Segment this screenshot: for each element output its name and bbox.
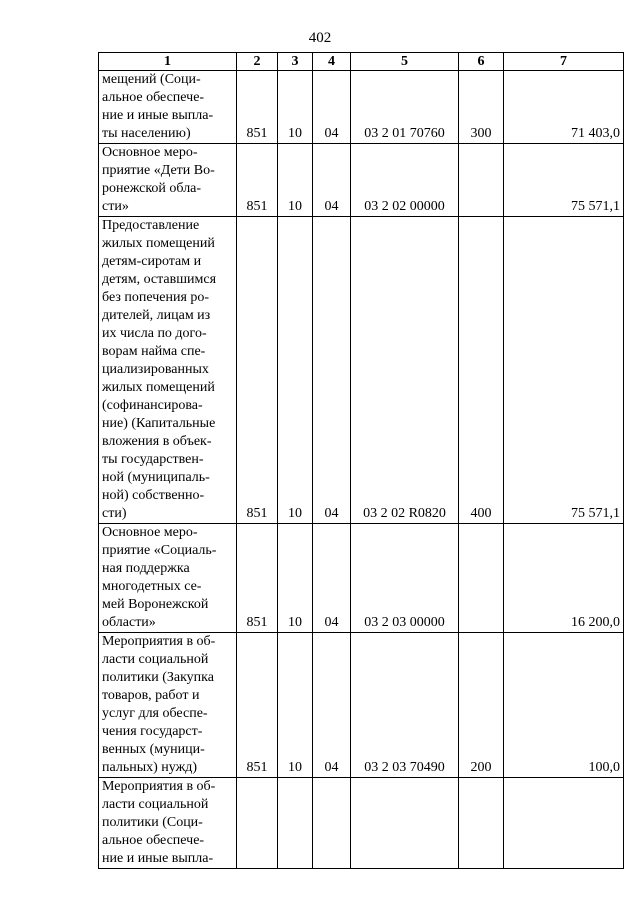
- subsection-code: 04: [313, 633, 351, 778]
- amount: 75 571,1: [504, 217, 624, 524]
- expense-type-code: [459, 144, 504, 217]
- ministry-code: 851: [237, 144, 278, 217]
- column-header: 7: [504, 53, 624, 71]
- table-row: [99, 524, 624, 633]
- subsection-code: 04: [313, 71, 351, 144]
- column-header: 3: [278, 53, 313, 71]
- expense-type-code: 200: [459, 633, 504, 778]
- page-number: 402: [308, 30, 332, 46]
- subsection-code: [313, 778, 351, 869]
- ministry-code: [237, 778, 278, 869]
- amount: [504, 778, 624, 869]
- target-article-code: 03 2 03 00000: [351, 524, 459, 633]
- amount: 16 200,0: [504, 524, 624, 633]
- target-article-code: 03 2 02 00000: [351, 144, 459, 217]
- row-description: Основное меро- приятие «Социаль- ная поддержка многодетных се- мей Воронежской области»: [99, 524, 237, 633]
- section-code: 10: [278, 71, 313, 144]
- subsection-code: 04: [313, 144, 351, 217]
- target-article-code: [351, 778, 459, 869]
- row-description: мещений (Соци- альное обеспече- ние и иные выпла- ты населению): [99, 71, 237, 144]
- column-header: 1: [99, 53, 237, 71]
- amount: 71 403,0: [504, 71, 624, 144]
- subsection-code: 04: [313, 524, 351, 633]
- column-header: 5: [351, 53, 459, 71]
- table-row: [99, 217, 624, 524]
- header-row: [99, 53, 624, 71]
- expense-type-code: 400: [459, 217, 504, 524]
- table-row: [99, 633, 624, 778]
- row-description: Мероприятия в об- ласти социальной политики (Закупка товаров, работ и услуг для обеспе- чения государст- венных (муници- пальных) нужд): [99, 633, 237, 778]
- target-article-code: 03 2 01 70760: [351, 71, 459, 144]
- table-row: [99, 71, 624, 144]
- ministry-code: 851: [237, 217, 278, 524]
- target-article-code: 03 2 02 R0820: [351, 217, 459, 524]
- subsection-code: 04: [313, 217, 351, 524]
- ministry-code: 851: [237, 71, 278, 144]
- amount: 100,0: [504, 633, 624, 778]
- column-header: 6: [459, 53, 504, 71]
- expense-type-code: 300: [459, 71, 504, 144]
- ministry-code: 851: [237, 524, 278, 633]
- expense-type-code: [459, 524, 504, 633]
- section-code: 10: [278, 524, 313, 633]
- target-article-code: 03 2 03 70490: [351, 633, 459, 778]
- section-code: 10: [278, 144, 313, 217]
- row-description: Мероприятия в об- ласти социальной политики (Соци- альное обеспече- ние и иные выпла-: [99, 778, 237, 869]
- expense-type-code: [459, 778, 504, 869]
- row-description: Основное меро- приятие «Дети Во- ронежской обла- сти»: [99, 144, 237, 217]
- column-header: 4: [313, 53, 351, 71]
- section-code: [278, 778, 313, 869]
- column-header: 2: [237, 53, 278, 71]
- section-code: 10: [278, 217, 313, 524]
- ministry-code: 851: [237, 633, 278, 778]
- budget-table: [98, 52, 624, 869]
- table-row: [99, 144, 624, 217]
- table-row: [99, 778, 624, 869]
- section-code: 10: [278, 633, 313, 778]
- row-description: Предоставление жилых помещений детям-сиротам и детям, оставшимся без попечения ро- дителей, лицам из их числа по дого- ворам найма спе- циализированных жилых помещений (софинансирова- ние) (Капитальные вложения в объек- ты государствен- ной (муниципаль- ной) собственно- сти): [99, 217, 237, 524]
- amount: 75 571,1: [504, 144, 624, 217]
